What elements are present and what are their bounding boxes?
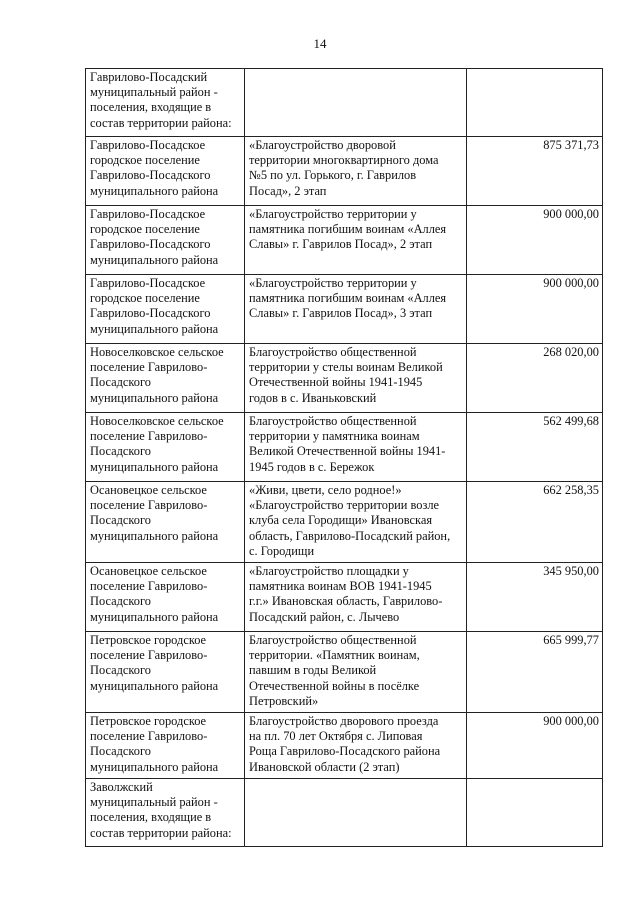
- project-cell: Благоустройство общественной территории. «Памятник воинам, павшим в годы Великой Отечественной войны в посёлке Петровский»: [245, 632, 467, 713]
- project-cell: «Живи, цвети, село родное!» «Благоустройство территории возле клуба села Городищи» Ивановская область, Гаврилово-Посадский район, с. Городищи: [245, 482, 467, 563]
- table-row: [86, 413, 603, 482]
- municipality-cell: Петровское городское поселение Гаврилово- Посадского муниципального района: [86, 713, 245, 779]
- amount-cell: 900 000,00: [467, 206, 603, 275]
- municipality-cell: Гаврилово-Посадский муниципальный район - поселения, входящие в состав территории района:: [86, 69, 245, 137]
- project-cell: Благоустройство дворового проезда на пл. 70 лет Октября с. Липовая Роща Гаврилово-Посадского района Ивановской области (2 этап): [245, 713, 467, 779]
- table-row: [86, 632, 603, 713]
- project-cell: «Благоустройство площадки у памятника воинам ВОВ 1941-1945 г.г.» Ивановская область, Гаврилово- Посадский район, с. Лычево: [245, 563, 467, 632]
- project-cell: [245, 779, 467, 847]
- amount-cell: 268 020,00: [467, 344, 603, 413]
- table-row: [86, 713, 603, 779]
- amount-cell: 875 371,73: [467, 137, 603, 206]
- municipality-cell: Осановецкое сельское поселение Гаврилово- Посадского муниципального района: [86, 563, 245, 632]
- municipality-cell: Петровское городское поселение Гаврилово- Посадского муниципального района: [86, 632, 245, 713]
- amount-cell: 562 499,68: [467, 413, 603, 482]
- project-cell: [245, 69, 467, 137]
- amount-cell: 662 258,35: [467, 482, 603, 563]
- amount-cell: 900 000,00: [467, 275, 603, 344]
- table-row: [86, 69, 603, 137]
- municipality-cell: Гаврилово-Посадское городское поселение Гаврилово-Посадского муниципального района: [86, 275, 245, 344]
- project-cell: Благоустройство общественной территории у стелы воинам Великой Отечественной войны 1941-1945 годов в с. Иваньковский: [245, 344, 467, 413]
- page-number: 14: [313, 36, 327, 51]
- amount-cell: [467, 69, 603, 137]
- table-row: [86, 275, 603, 344]
- table-row: [86, 779, 603, 847]
- table-row: [86, 344, 603, 413]
- table-row: [86, 206, 603, 275]
- amount-cell: 900 000,00: [467, 713, 603, 779]
- municipality-cell: Гаврилово-Посадское городское поселение Гаврилово-Посадского муниципального района: [86, 206, 245, 275]
- municipality-cell: Заволжский муниципальный район - поселения, входящие в состав территории района:: [86, 779, 245, 847]
- project-cell: Благоустройство общественной территории у памятника воинам Великой Отечественной войны 1941- 1945 годов в с. Бережок: [245, 413, 467, 482]
- amount-cell: [467, 779, 603, 847]
- municipality-cell: Гаврилово-Посадское городское поселение Гаврилово-Посадского муниципального района: [86, 137, 245, 206]
- amount-cell: 665 999,77: [467, 632, 603, 713]
- table-row: [86, 563, 603, 632]
- project-cell: «Благоустройство территории у памятника погибшим воинам «Аллея Славы» г. Гаврилов Посад», 3 этап: [245, 275, 467, 344]
- municipality-cell: Новоселковское сельское поселение Гаврилово- Посадского муниципального района: [86, 344, 245, 413]
- table-row: [86, 482, 603, 563]
- table-row: [86, 137, 603, 206]
- subsidy-table: [85, 68, 603, 847]
- amount-cell: 345 950,00: [467, 563, 603, 632]
- municipality-cell: Осановецкое сельское поселение Гаврилово- Посадского муниципального района: [86, 482, 245, 563]
- municipality-cell: Новоселковское сельское поселение Гаврилово- Посадского муниципального района: [86, 413, 245, 482]
- project-cell: «Благоустройство дворовой территории многоквартирного дома №5 по ул. Горького, г. Гаврилов Посад», 2 этап: [245, 137, 467, 206]
- project-cell: «Благоустройство территории у памятника погибшим воинам «Аллея Славы» г. Гаврилов Посад», 2 этап: [245, 206, 467, 275]
